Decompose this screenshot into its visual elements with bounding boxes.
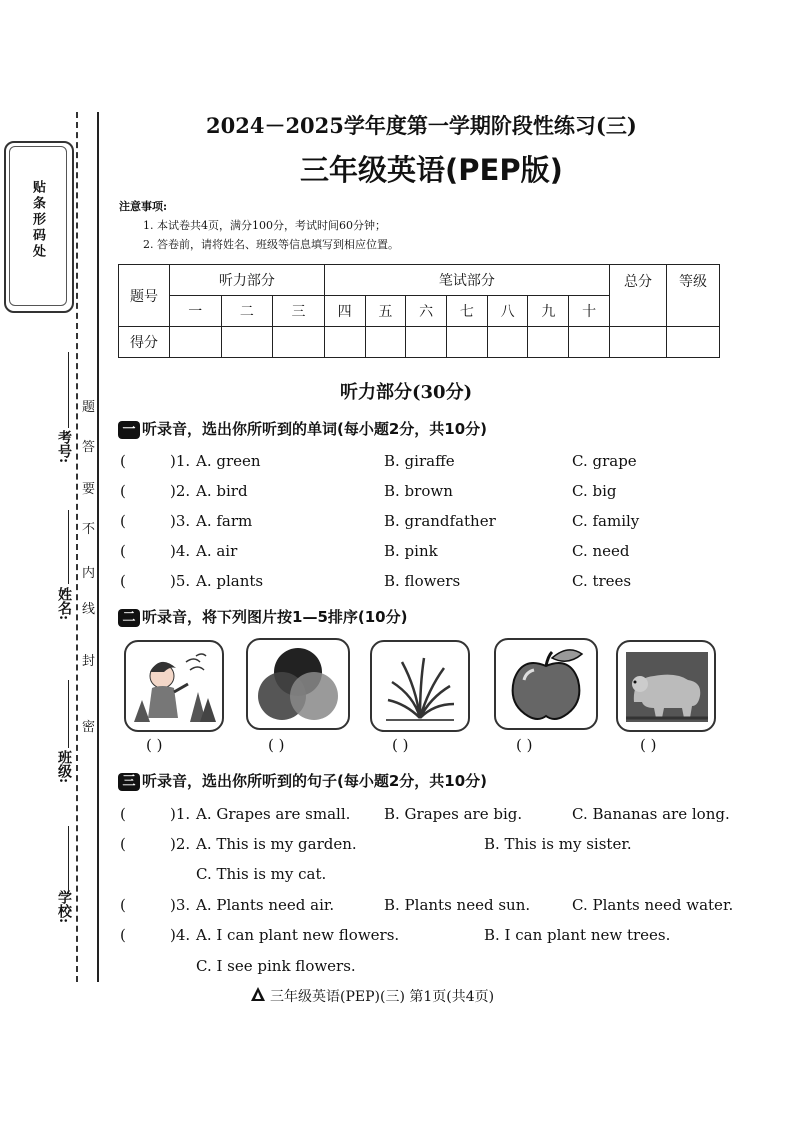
seal-char: 答 — [82, 440, 96, 455]
q3-option-b: B. Grapes are big. — [384, 805, 523, 823]
q3-number: 三 — [118, 773, 140, 791]
num-cell: 十 — [569, 296, 610, 327]
q3-item-number: )4. — [170, 926, 191, 944]
q1-option-c: C. grape — [572, 452, 637, 470]
picture-answer-bracket[interactable]: ( ) — [516, 736, 533, 754]
num-cell: 一 — [170, 296, 222, 327]
q3-answer-paren[interactable]: ( — [120, 926, 126, 944]
q3-option-a: A. Grapes are small. — [196, 805, 351, 823]
q3-heading — [118, 770, 487, 791]
girl-in-wind-icon — [124, 640, 224, 732]
q1-answer-paren[interactable]: ( — [120, 452, 126, 470]
score-cell[interactable] — [446, 327, 487, 358]
q3-option-a: A. I can plant new flowers. — [196, 926, 400, 944]
q3-option-b: B. Plants need sun. — [384, 896, 531, 914]
score-cell[interactable] — [170, 327, 222, 358]
score-cell[interactable] — [273, 327, 325, 358]
q1-item-number: )3. — [170, 512, 191, 530]
page-footer: 三年级英语(PEP)(三) 第1页(共4页) — [270, 989, 495, 1005]
q1-option-a: A. bird — [196, 482, 248, 500]
q1-option-c: C. trees — [572, 572, 632, 590]
class-label: 班级: — [56, 750, 72, 784]
notes-title: 注意事项: — [119, 200, 168, 213]
num-cell: 三 — [273, 296, 325, 327]
apple-icon — [494, 638, 598, 730]
q3-option-c: C. This is my cat. — [196, 865, 327, 883]
q3-item-number: )2. — [170, 835, 191, 853]
picture-answer-bracket[interactable]: ( ) — [640, 736, 657, 754]
q3-item-number: )3. — [170, 896, 191, 914]
q1-title: 听录音，选出你所听到的单词(每小题2分，共10分) — [142, 420, 488, 438]
q2-title: 听录音，将下列图片按1—5排序(10分) — [142, 608, 408, 626]
note-line: 1. 本试卷共4页，满分100分，考试时间60分钟； — [143, 219, 386, 232]
q1-option-c: C. need — [572, 542, 630, 560]
exam-subtitle: 三年级英语(PEP版) — [300, 153, 563, 187]
q1-option-a: A. plants — [196, 572, 264, 590]
written-header: 笔试部分 — [324, 265, 609, 296]
q1-option-b: B. pink — [384, 542, 438, 560]
picture-answer-bracket[interactable]: ( ) — [146, 736, 163, 754]
q1-answer-paren[interactable]: ( — [120, 512, 126, 530]
q1-item-number: )1. — [170, 452, 191, 470]
barcode-label: 贴条形码处 — [30, 180, 45, 260]
seal-char: 题 — [82, 400, 96, 415]
total-score-cell[interactable] — [610, 327, 667, 358]
three-circles-icon — [246, 638, 350, 730]
q1-option-b: B. giraffe — [384, 452, 455, 470]
q3-option-c: C. Plants need water. — [572, 896, 734, 914]
name-label: 姓名: — [56, 587, 72, 621]
num-cell: 四 — [324, 296, 365, 327]
school-label: 学校: — [56, 890, 72, 924]
picture-answer-bracket[interactable]: ( ) — [392, 736, 409, 754]
score-cell[interactable] — [569, 327, 610, 358]
num-cell: 五 — [365, 296, 406, 327]
q3-answer-paren[interactable]: ( — [120, 805, 126, 823]
q2-heading — [118, 606, 407, 627]
q3-answer-paren[interactable]: ( — [120, 896, 126, 914]
note-line: 2. 答卷前，请将姓名、班级等信息填写到相应位置。 — [143, 238, 399, 251]
q3-option-b: B. This is my sister. — [484, 835, 632, 853]
q3-option-a: A. This is my garden. — [196, 835, 357, 853]
q3-option-b: B. I can plant new trees. — [484, 926, 671, 944]
grade-header: 等级 — [667, 265, 720, 327]
q1-answer-paren[interactable]: ( — [120, 572, 126, 590]
q1-item-number: )2. — [170, 482, 191, 500]
seal-char: 不 — [82, 522, 96, 537]
score-label: 得分 — [119, 327, 170, 358]
num-cell: 二 — [221, 296, 273, 327]
score-cell[interactable] — [365, 327, 406, 358]
q1-option-a: A. green — [196, 452, 261, 470]
total-header: 总分 — [610, 265, 667, 327]
num-cell: 六 — [406, 296, 447, 327]
listening-header: 听力部分 — [170, 265, 325, 296]
seal-char: 内 — [82, 566, 96, 581]
q1-number: 一 — [118, 421, 140, 439]
q1-answer-paren[interactable]: ( — [120, 482, 126, 500]
q1-item-number: )5. — [170, 572, 191, 590]
margin-line — [97, 112, 99, 982]
q1-option-a: A. air — [196, 542, 238, 560]
class-field[interactable] — [68, 680, 69, 748]
q1-item-number: )4. — [170, 542, 191, 560]
binding-dashed-line — [76, 112, 78, 982]
seal-char: 密 — [82, 720, 96, 735]
school-field[interactable] — [68, 826, 69, 894]
q3-item-number: )1. — [170, 805, 191, 823]
score-cell[interactable] — [406, 327, 447, 358]
num-cell: 九 — [528, 296, 569, 327]
exam-title: 2024－2025学年度第一学期阶段性练习(三) — [206, 113, 637, 138]
score-cell[interactable] — [487, 327, 528, 358]
num-cell: 七 — [446, 296, 487, 327]
listening-section-title: 听力部分(30分) — [340, 382, 473, 403]
score-cell[interactable] — [221, 327, 273, 358]
q2-number: 二 — [118, 609, 140, 627]
q1-heading — [118, 418, 487, 439]
q1-option-c: C. big — [572, 482, 617, 500]
exam-no-label: 考号: — [56, 430, 72, 464]
notes — [119, 197, 399, 254]
seal-char: 封 — [82, 654, 96, 669]
q1-option-b: B. brown — [384, 482, 453, 500]
tihao-cell: 题号 — [119, 265, 170, 327]
bear-icon — [616, 640, 716, 732]
score-cell[interactable] — [324, 327, 365, 358]
q3-option-c: C. Bananas are long. — [572, 805, 730, 823]
q1-option-c: C. family — [572, 512, 640, 530]
grass-plant-icon — [370, 640, 470, 732]
name-field[interactable] — [68, 510, 69, 584]
q1-option-b: B. flowers — [384, 572, 461, 590]
q3-option-c: C. I see pink flowers. — [196, 957, 356, 975]
q1-answer-paren[interactable]: ( — [120, 542, 126, 560]
seal-char: 线 — [82, 602, 96, 617]
q1-option-b: B. grandfather — [384, 512, 496, 530]
grade-cell[interactable] — [667, 327, 720, 358]
q1-option-a: A. farm — [196, 512, 253, 530]
q3-answer-paren[interactable]: ( — [120, 835, 126, 853]
q3-title: 听录音，选出你所听到的句子(每小题2分，共10分) — [142, 772, 488, 790]
publisher-logo-icon — [250, 986, 266, 1006]
seal-char: 要 — [82, 482, 96, 497]
score-table — [118, 264, 720, 358]
score-cell[interactable] — [528, 327, 569, 358]
num-cell: 八 — [487, 296, 528, 327]
picture-answer-bracket[interactable]: ( ) — [268, 736, 285, 754]
q3-option-a: A. Plants need air. — [196, 896, 335, 914]
exam-no-field[interactable] — [68, 352, 69, 428]
